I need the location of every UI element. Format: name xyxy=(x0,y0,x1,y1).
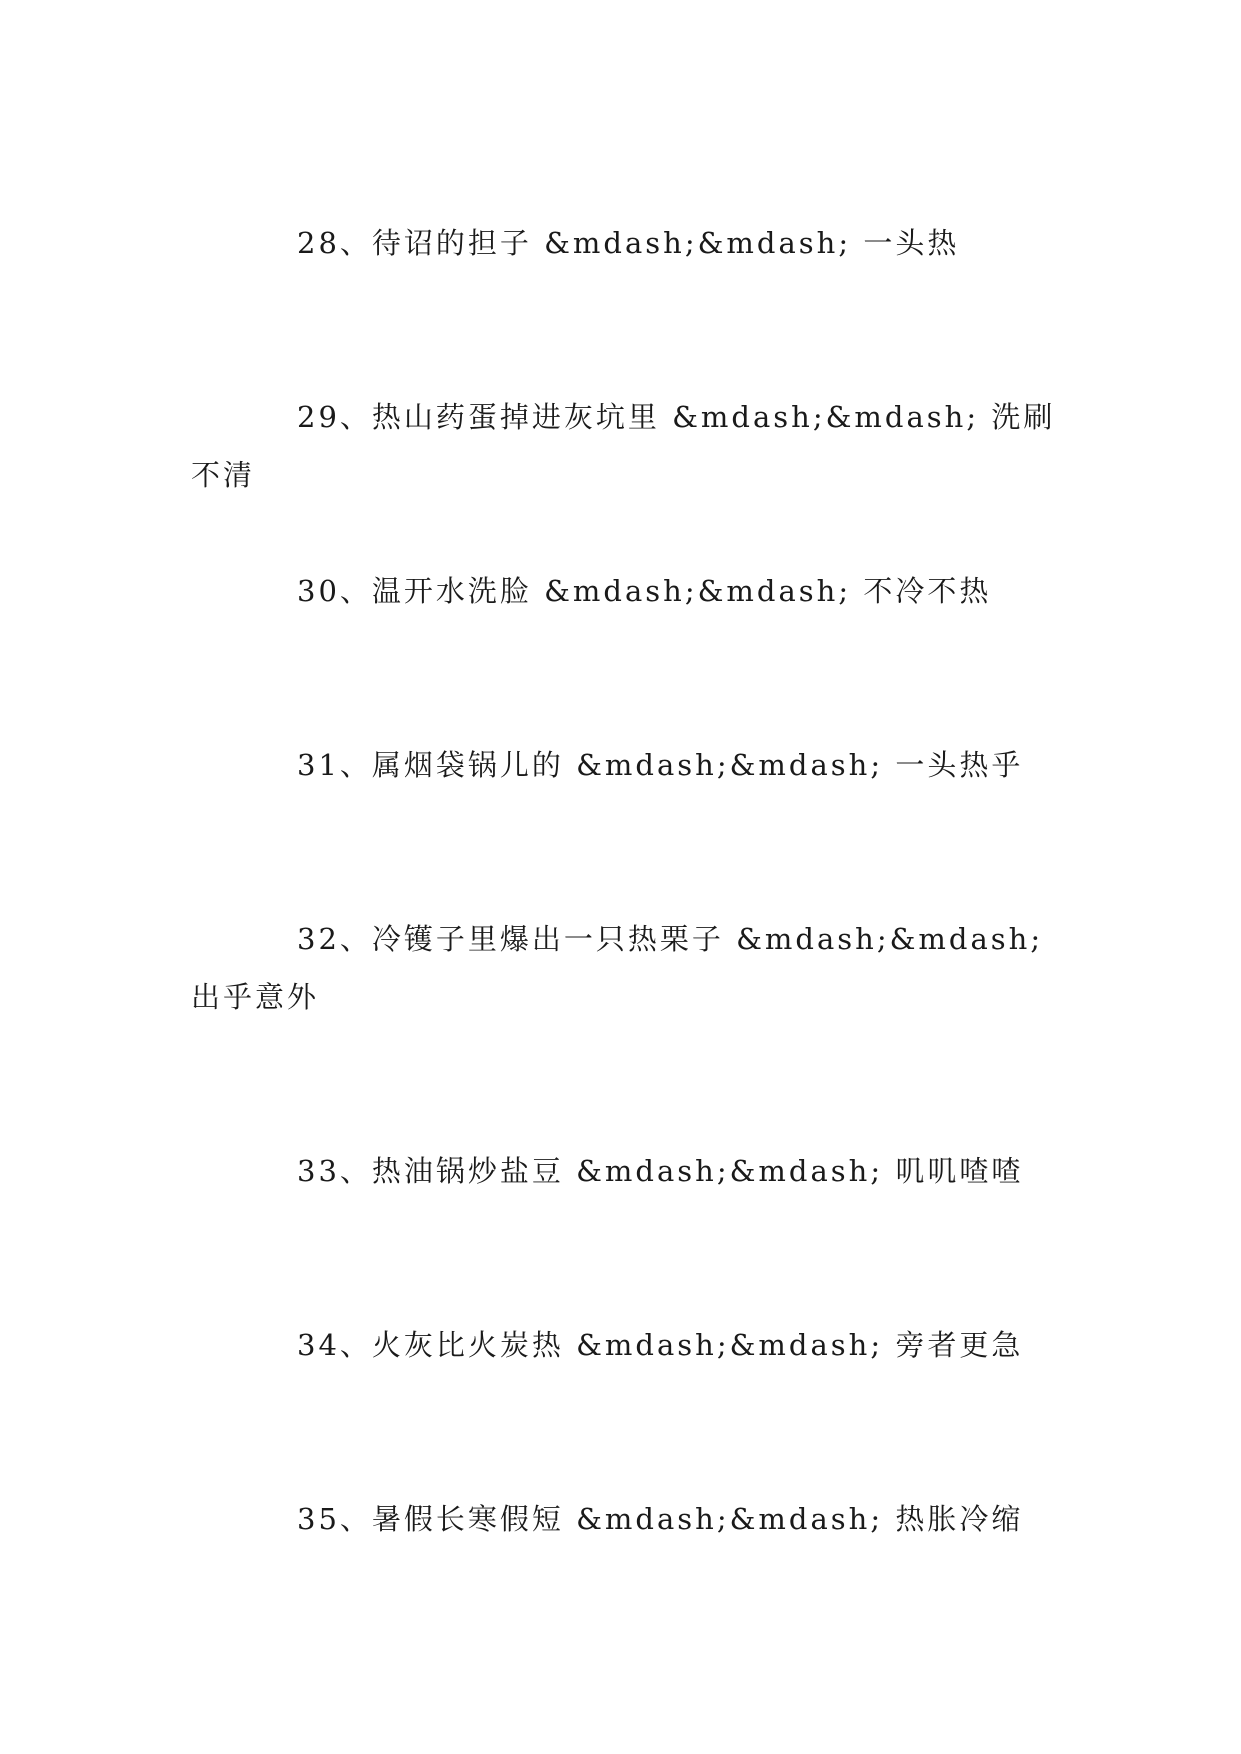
entry-30: 30、温开水洗脸 &mdash;&mdash; 不冷不热 xyxy=(297,574,992,608)
entry-32: 32、冷镬子里爆出一只热栗子 &mdash;&mdash; 出乎意外 xyxy=(191,922,1044,1014)
entry-29: 29、热山药蛋掉进灰坑里 &mdash;&mdash; 洗刷不清 xyxy=(191,400,1056,492)
entry-33: 33、热油锅炒盐豆 &mdash;&mdash; 叽叽喳喳 xyxy=(297,1154,1024,1188)
entry-28: 28、待诏的担子 &mdash;&mdash; 一头热 xyxy=(297,226,960,260)
entry-31: 31、属烟袋锅儿的 &mdash;&mdash; 一头热乎 xyxy=(297,748,1024,782)
entry-34: 34、火灰比火炭热 &mdash;&mdash; 旁者更急 xyxy=(297,1328,1024,1362)
entry-35: 35、暑假长寒假短 &mdash;&mdash; 热胀冷缩 xyxy=(297,1502,1024,1536)
